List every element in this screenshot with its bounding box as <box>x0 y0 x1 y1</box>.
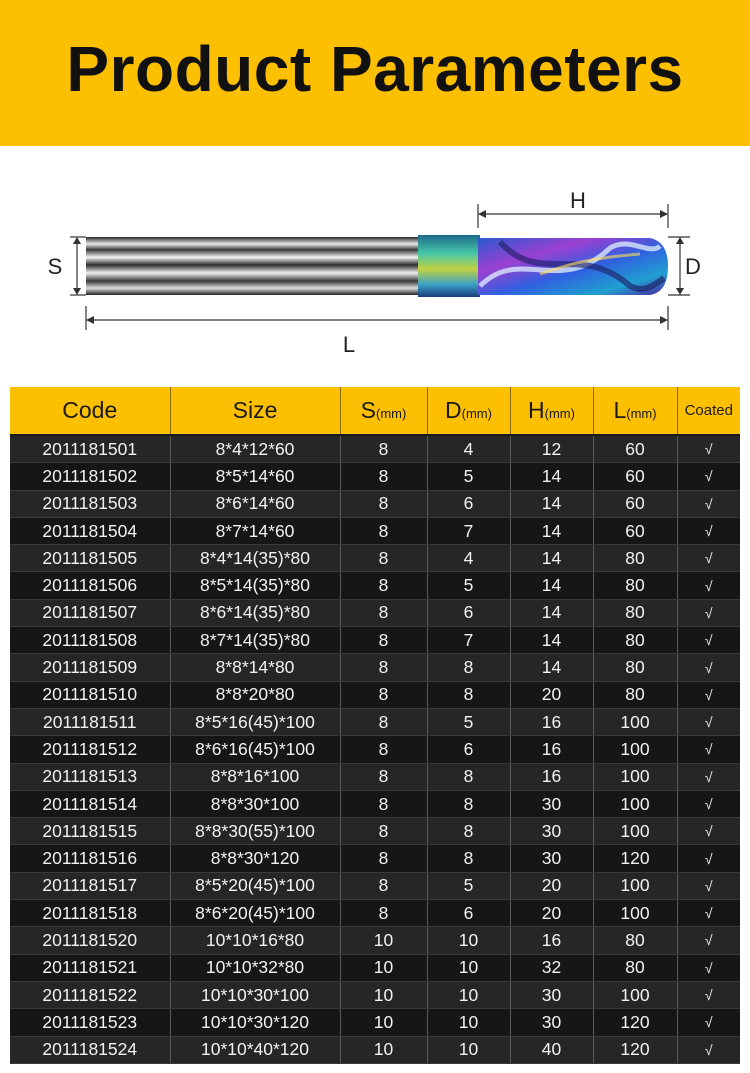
cell-code: 2011181520 <box>10 927 170 954</box>
table-row <box>10 517 740 544</box>
cell-s: 8 <box>340 517 427 544</box>
cell-coated: √ <box>677 1009 740 1036</box>
table-row <box>10 927 740 954</box>
cell-s: 8 <box>340 790 427 817</box>
cell-s: 10 <box>340 981 427 1008</box>
cell-d: 10 <box>427 981 510 1008</box>
table-row <box>10 681 740 708</box>
cell-h: 14 <box>510 599 593 626</box>
cell-l: 80 <box>593 927 677 954</box>
parameters-table <box>10 387 740 1064</box>
table-row <box>10 572 740 599</box>
cell-h: 16 <box>510 763 593 790</box>
cell-s: 8 <box>340 900 427 927</box>
cell-code: 2011181501 <box>10 435 170 463</box>
table-row <box>10 627 740 654</box>
cell-d: 4 <box>427 435 510 463</box>
cell-l: 60 <box>593 490 677 517</box>
cell-h: 20 <box>510 872 593 899</box>
table-row <box>10 818 740 845</box>
table-row <box>10 845 740 872</box>
cell-s: 8 <box>340 572 427 599</box>
cell-d: 7 <box>427 627 510 654</box>
cell-d: 10 <box>427 954 510 981</box>
label-s: S <box>47 254 63 279</box>
cell-d: 7 <box>427 517 510 544</box>
table-row <box>10 1009 740 1036</box>
table-row <box>10 872 740 899</box>
cell-s: 8 <box>340 463 427 490</box>
cell-code: 2011181522 <box>10 981 170 1008</box>
cell-h: 14 <box>510 654 593 681</box>
cell-size: 8*8*14*80 <box>170 654 340 681</box>
cell-coated: √ <box>677 954 740 981</box>
cell-s: 8 <box>340 872 427 899</box>
cell-h: 30 <box>510 1009 593 1036</box>
cell-coated: √ <box>677 627 740 654</box>
cell-s: 10 <box>340 1009 427 1036</box>
cell-h: 16 <box>510 736 593 763</box>
header-d: D(mm) <box>427 387 510 435</box>
cell-coated: √ <box>677 572 740 599</box>
cell-h: 14 <box>510 545 593 572</box>
cell-coated: √ <box>677 517 740 544</box>
table-row <box>10 654 740 681</box>
cell-l: 100 <box>593 818 677 845</box>
cell-s: 10 <box>340 927 427 954</box>
header-h: H(mm) <box>510 387 593 435</box>
cell-size: 10*10*30*100 <box>170 981 340 1008</box>
collar <box>418 235 480 297</box>
cell-code: 2011181504 <box>10 517 170 544</box>
cell-d: 5 <box>427 463 510 490</box>
label-d: D <box>685 254 701 279</box>
cell-coated: √ <box>677 872 740 899</box>
cell-code: 2011181510 <box>10 681 170 708</box>
cell-s: 8 <box>340 736 427 763</box>
cell-l: 80 <box>593 681 677 708</box>
cell-d: 8 <box>427 818 510 845</box>
cell-l: 100 <box>593 763 677 790</box>
cell-h: 30 <box>510 790 593 817</box>
cell-l: 120 <box>593 1036 677 1063</box>
cell-coated: √ <box>677 681 740 708</box>
cell-h: 14 <box>510 463 593 490</box>
title-banner <box>0 0 750 146</box>
cell-d: 10 <box>427 927 510 954</box>
cell-code: 2011181524 <box>10 1036 170 1063</box>
cell-l: 80 <box>593 627 677 654</box>
cell-l: 120 <box>593 845 677 872</box>
cell-size: 8*8*30(55)*100 <box>170 818 340 845</box>
parameters-table-container <box>10 387 740 1064</box>
cell-s: 8 <box>340 818 427 845</box>
cell-coated: √ <box>677 435 740 463</box>
cell-h: 14 <box>510 627 593 654</box>
shank <box>86 237 420 295</box>
cell-d: 8 <box>427 790 510 817</box>
cell-size: 8*5*14(35)*80 <box>170 572 340 599</box>
label-l: L <box>342 332 356 357</box>
page-title: Product Parameters <box>66 33 684 105</box>
cell-h: 14 <box>510 490 593 517</box>
cell-s: 8 <box>340 763 427 790</box>
cell-h: 14 <box>510 572 593 599</box>
cell-size: 8*5*14*60 <box>170 463 340 490</box>
header-size: Size <box>170 387 340 435</box>
cell-coated: √ <box>677 599 740 626</box>
cell-coated: √ <box>677 790 740 817</box>
cell-code: 2011181513 <box>10 763 170 790</box>
table-row <box>10 708 740 735</box>
cell-h: 40 <box>510 1036 593 1063</box>
cell-l: 80 <box>593 654 677 681</box>
cell-coated: √ <box>677 463 740 490</box>
cell-size: 8*4*14(35)*80 <box>170 545 340 572</box>
table-row <box>10 736 740 763</box>
cell-h: 14 <box>510 517 593 544</box>
cell-size: 8*6*20(45)*100 <box>170 900 340 927</box>
cell-h: 20 <box>510 900 593 927</box>
cell-code: 2011181505 <box>10 545 170 572</box>
table-row <box>10 763 740 790</box>
cell-code: 2011181514 <box>10 790 170 817</box>
cell-size: 8*8*16*100 <box>170 763 340 790</box>
cell-s: 8 <box>340 627 427 654</box>
cell-s: 8 <box>340 599 427 626</box>
cell-coated: √ <box>677 845 740 872</box>
cell-coated: √ <box>677 708 740 735</box>
cell-coated: √ <box>677 654 740 681</box>
cell-code: 2011181521 <box>10 954 170 981</box>
cell-l: 120 <box>593 1009 677 1036</box>
cell-size: 8*4*12*60 <box>170 435 340 463</box>
cell-h: 12 <box>510 435 593 463</box>
cell-d: 6 <box>427 736 510 763</box>
cell-code: 2011181509 <box>10 654 170 681</box>
header-coated: Coated <box>677 387 740 435</box>
cell-h: 30 <box>510 981 593 1008</box>
cell-size: 10*10*32*80 <box>170 954 340 981</box>
cell-code: 2011181503 <box>10 490 170 517</box>
table-row <box>10 954 740 981</box>
cell-s: 8 <box>340 845 427 872</box>
cell-size: 8*6*16(45)*100 <box>170 736 340 763</box>
cell-d: 6 <box>427 490 510 517</box>
cell-code: 2011181518 <box>10 900 170 927</box>
header-l: L(mm) <box>593 387 677 435</box>
cell-size: 8*7*14*60 <box>170 517 340 544</box>
cell-d: 8 <box>427 763 510 790</box>
cell-h: 32 <box>510 954 593 981</box>
cell-d: 10 <box>427 1009 510 1036</box>
cell-coated: √ <box>677 818 740 845</box>
cell-size: 8*7*14(35)*80 <box>170 627 340 654</box>
cell-d: 6 <box>427 900 510 927</box>
cell-coated: √ <box>677 1036 740 1063</box>
cell-s: 8 <box>340 708 427 735</box>
cell-coated: √ <box>677 763 740 790</box>
cell-l: 60 <box>593 435 677 463</box>
header-code: Code <box>10 387 170 435</box>
cell-l: 100 <box>593 736 677 763</box>
tool-diagram <box>0 146 750 386</box>
cell-d: 4 <box>427 545 510 572</box>
table-row <box>10 981 740 1008</box>
cell-d: 8 <box>427 654 510 681</box>
cell-size: 10*10*16*80 <box>170 927 340 954</box>
cell-h: 16 <box>510 927 593 954</box>
cell-code: 2011181523 <box>10 1009 170 1036</box>
cell-l: 80 <box>593 954 677 981</box>
cell-size: 10*10*40*120 <box>170 1036 340 1063</box>
cell-code: 2011181508 <box>10 627 170 654</box>
cell-size: 8*6*14(35)*80 <box>170 599 340 626</box>
cell-s: 10 <box>340 954 427 981</box>
table-row <box>10 490 740 517</box>
table-row <box>10 1036 740 1063</box>
cell-d: 8 <box>427 681 510 708</box>
table-body <box>10 435 740 1063</box>
cell-code: 2011181517 <box>10 872 170 899</box>
cell-code: 2011181506 <box>10 572 170 599</box>
cell-size: 8*8*30*120 <box>170 845 340 872</box>
table-row <box>10 599 740 626</box>
label-h: H <box>570 188 586 213</box>
cell-coated: √ <box>677 900 740 927</box>
table-row <box>10 900 740 927</box>
cell-size: 8*6*14*60 <box>170 490 340 517</box>
cell-s: 8 <box>340 490 427 517</box>
cell-l: 80 <box>593 572 677 599</box>
cell-d: 10 <box>427 1036 510 1063</box>
cell-s: 8 <box>340 545 427 572</box>
cell-code: 2011181511 <box>10 708 170 735</box>
cell-l: 80 <box>593 545 677 572</box>
cell-size: 10*10*30*120 <box>170 1009 340 1036</box>
cell-code: 2011181507 <box>10 599 170 626</box>
cell-code: 2011181512 <box>10 736 170 763</box>
cell-l: 60 <box>593 517 677 544</box>
cell-s: 8 <box>340 681 427 708</box>
cell-d: 5 <box>427 708 510 735</box>
header-s: S(mm) <box>340 387 427 435</box>
cell-h: 20 <box>510 681 593 708</box>
table-row <box>10 790 740 817</box>
table-row <box>10 435 740 463</box>
end-mill-illustration <box>0 146 750 386</box>
cell-size: 8*5*16(45)*100 <box>170 708 340 735</box>
cell-l: 100 <box>593 981 677 1008</box>
cell-size: 8*8*20*80 <box>170 681 340 708</box>
cell-coated: √ <box>677 545 740 572</box>
cell-h: 30 <box>510 818 593 845</box>
cell-size: 8*8*30*100 <box>170 790 340 817</box>
cell-l: 100 <box>593 872 677 899</box>
cell-coated: √ <box>677 927 740 954</box>
cell-code: 2011181515 <box>10 818 170 845</box>
cell-s: 8 <box>340 654 427 681</box>
cell-size: 8*5*20(45)*100 <box>170 872 340 899</box>
cell-code: 2011181502 <box>10 463 170 490</box>
cell-l: 100 <box>593 790 677 817</box>
cell-s: 8 <box>340 435 427 463</box>
cell-h: 16 <box>510 708 593 735</box>
cell-code: 2011181516 <box>10 845 170 872</box>
cell-l: 100 <box>593 708 677 735</box>
cell-l: 60 <box>593 463 677 490</box>
cell-coated: √ <box>677 490 740 517</box>
cell-l: 100 <box>593 900 677 927</box>
cell-d: 5 <box>427 872 510 899</box>
cell-d: 8 <box>427 845 510 872</box>
cell-coated: √ <box>677 736 740 763</box>
cell-d: 6 <box>427 599 510 626</box>
cell-s: 10 <box>340 1036 427 1063</box>
cell-coated: √ <box>677 981 740 1008</box>
table-header-row <box>10 387 740 435</box>
table-row <box>10 463 740 490</box>
cell-d: 5 <box>427 572 510 599</box>
cell-h: 30 <box>510 845 593 872</box>
table-row <box>10 545 740 572</box>
cell-l: 80 <box>593 599 677 626</box>
